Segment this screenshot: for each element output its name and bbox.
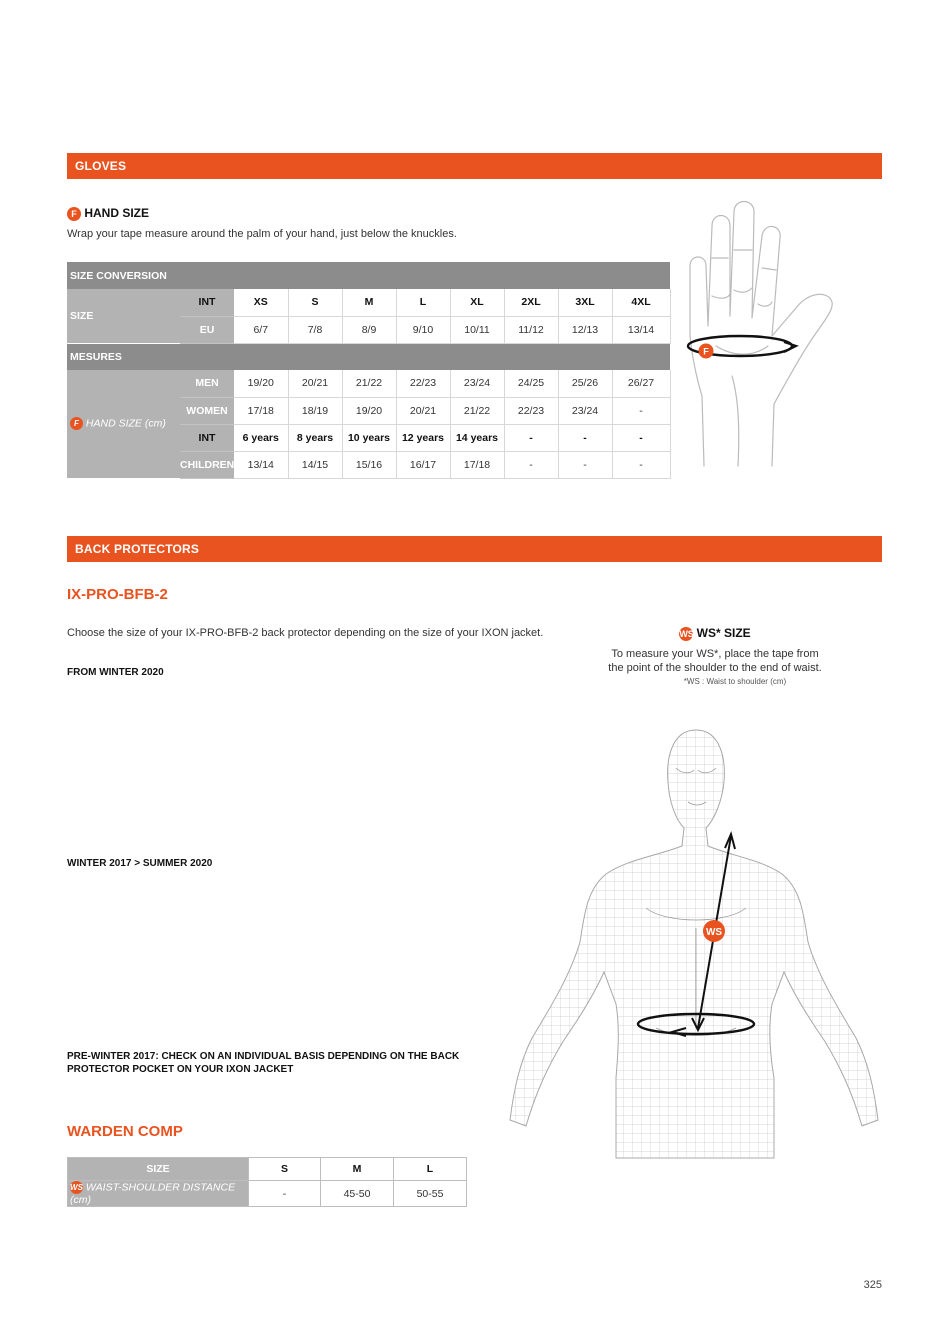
warden-size-cell: M — [321, 1158, 394, 1181]
int-size-cell: M — [342, 289, 396, 316]
from-winter-2020-label: FROM WINTER 2020 — [67, 667, 164, 678]
children-cell: 15/16 — [342, 451, 396, 478]
men-cell: 20/21 — [288, 370, 342, 397]
women-cell: 20/21 — [396, 397, 450, 424]
int-size-cell: S — [288, 289, 342, 316]
warden-size-label: SIZE — [68, 1158, 249, 1181]
gloves-size-table — [67, 262, 671, 479]
int-size-cell: 2XL — [504, 289, 558, 316]
int-size-cell: 4XL — [612, 289, 670, 316]
kids-int-cell: - — [504, 424, 558, 451]
children-cell: - — [612, 451, 670, 478]
product-warden-comp-title: WARDEN COMP — [67, 1123, 183, 1140]
int-size-cell: 3XL — [558, 289, 612, 316]
women-cell: 22/23 — [504, 397, 558, 424]
men-cell: 23/24 — [450, 370, 504, 397]
warden-ws-cell: - — [249, 1181, 321, 1207]
back-protectors-section-header: BACK PROTECTORS — [67, 536, 882, 562]
page-number: 325 — [863, 1279, 882, 1291]
men-cell: 25/26 — [558, 370, 612, 397]
hand-size-badge: F — [67, 207, 81, 221]
women-cell: 21/22 — [450, 397, 504, 424]
kids-int-cell: - — [558, 424, 612, 451]
warden-size-cell: L — [394, 1158, 467, 1181]
kids-int-cell: 8 years — [288, 424, 342, 451]
eu-size-cell: 13/14 — [612, 316, 670, 343]
children-label: CHILDREN — [180, 451, 234, 478]
eu-size-cell: 10/11 — [450, 316, 504, 343]
children-cell: - — [558, 451, 612, 478]
men-cell: 26/27 — [612, 370, 670, 397]
ws-desc-line-1: To measure your WS*, place the tape from — [611, 647, 819, 660]
kids-int-label: INT — [180, 424, 234, 451]
int-size-cell: L — [396, 289, 450, 316]
body-diagram-badge: WS — [705, 927, 723, 938]
hand-size-heading — [67, 206, 149, 221]
ws-footnote: *WS : Waist to shoulder (cm) — [683, 676, 787, 686]
men-cell: 19/20 — [234, 370, 288, 397]
men-cell: 21/22 — [342, 370, 396, 397]
warden-size-cell: S — [249, 1158, 321, 1181]
warden-comp-table — [67, 1157, 467, 1207]
kids-int-cell: 6 years — [234, 424, 288, 451]
warden-ws-label-text: WAIST-SHOULDER DISTANCE (cm) — [70, 1181, 236, 1206]
warden-ws-cell: 45-50 — [321, 1181, 394, 1207]
men-cell: 24/25 — [504, 370, 558, 397]
children-cell: - — [504, 451, 558, 478]
ws-size-info — [600, 626, 830, 686]
eu-size-cell: 8/9 — [342, 316, 396, 343]
int-size-cell: XL — [450, 289, 504, 316]
children-cell: 16/17 — [396, 451, 450, 478]
hand-size-instruction: Wrap your tape measure around the palm of your hand, just below the knuckles. — [67, 228, 457, 240]
winter-2017-summer-2020-label: WINTER 2017 > SUMMER 2020 — [67, 858, 213, 869]
kids-int-cell: - — [612, 424, 670, 451]
children-cell: 17/18 — [450, 451, 504, 478]
hand-size-cm-label — [67, 370, 180, 478]
int-size-cell: XS — [234, 289, 288, 316]
ws-desc-line-2: the point of the shoulder to the end of waist. — [608, 661, 822, 674]
kids-int-cell: 10 years — [342, 424, 396, 451]
children-cell: 14/15 — [288, 451, 342, 478]
men-label: MEN — [180, 370, 234, 397]
eu-size-cell: 11/12 — [504, 316, 558, 343]
hand-size-cm-text: HAND SIZE (cm) — [85, 417, 166, 430]
gloves-section-header: GLOVES — [67, 153, 882, 179]
hand-size-title: HAND SIZE — [84, 206, 150, 220]
eu-label: EU — [180, 316, 234, 343]
hand-diagram-badge: F — [703, 346, 709, 357]
women-cell: 17/18 — [234, 397, 288, 424]
hand-diagram — [672, 196, 852, 471]
kids-int-cell: 14 years — [450, 424, 504, 451]
ws-size-heading — [600, 626, 830, 641]
pre-winter-2017-note: PRE-WINTER 2017: CHECK ON AN INDIVIDUAL BASIS DEPENDING ON THE BACK PROTECTOR POCKET ON YOUR IXON JACKET — [67, 1051, 460, 1075]
eu-size-cell: 12/13 — [558, 316, 612, 343]
women-cell: - — [612, 397, 670, 424]
warden-ws-badge: WS — [70, 1183, 83, 1192]
size-conversion-header: SIZE CONVERSION — [67, 262, 670, 289]
eu-size-cell: 6/7 — [234, 316, 288, 343]
int-label: INT — [180, 289, 234, 316]
product-ix-pro-bfb-2-description: Choose the size of your IX-PRO-BFB-2 back protector depending on the size of your IXON jacket. — [67, 627, 544, 639]
size-label: SIZE — [67, 289, 180, 343]
women-cell: 23/24 — [558, 397, 612, 424]
warden-ws-cell: 50-55 — [394, 1181, 467, 1207]
product-ix-pro-bfb-2-title: IX-PRO-BFB-2 — [67, 586, 168, 603]
women-cell: 19/20 — [342, 397, 396, 424]
ws-badge: WS — [679, 628, 694, 639]
kids-int-cell: 12 years — [396, 424, 450, 451]
women-label: WOMEN — [180, 397, 234, 424]
eu-size-cell: 7/8 — [288, 316, 342, 343]
children-cell: 13/14 — [234, 451, 288, 478]
men-cell: 22/23 — [396, 370, 450, 397]
women-cell: 18/19 — [288, 397, 342, 424]
mesures-header: MESURES — [67, 343, 670, 370]
eu-size-cell: 9/10 — [396, 316, 450, 343]
body-diagram — [506, 728, 886, 1160]
hand-size-cm-badge: F — [70, 417, 83, 430]
ws-size-title: WS* SIZE — [696, 626, 751, 640]
warden-ws-label — [68, 1181, 249, 1207]
